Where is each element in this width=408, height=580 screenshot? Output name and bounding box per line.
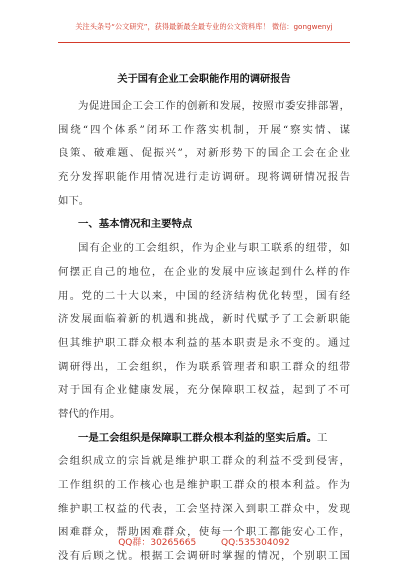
paragraph-line: 济发展面临着新的机遇和挑战，新时代赋予了工会新职能: [58, 313, 350, 326]
qq-group-number: QQ群：30265665: [118, 538, 197, 548]
paragraph-line: 替代的作用。: [58, 407, 121, 420]
paragraph-line: 如下。: [58, 194, 90, 207]
paragraph-line: 工作组织的工作核心也是维护职工群众的根本利益。作为: [58, 479, 350, 491]
paragraph-line: 国有企业的工会组织，作为企业与职工联系的纽带，如: [78, 242, 350, 255]
section-heading: 一、基本情况和主要特点: [78, 218, 193, 231]
contact-footer: [0, 535, 408, 548]
document-title: 关于国有企业工会职能作用的调研报告: [117, 73, 291, 85]
paragraph-line: 会组织成立的宗旨就是维护职工群众的利益不受到侵害，: [58, 455, 350, 468]
paragraph-line: 但其维护职工群众根本利益的基本职责是永不变的。通过: [58, 336, 350, 349]
point-lead-line: [58, 427, 350, 451]
point-lead: 一是工会组织是保障职工群众根本利益的坚实后盾。: [78, 431, 317, 444]
paragraph-line: 良策、破难题、促振兴”，对新形势下的国企工会在企业: [58, 147, 350, 160]
promo-banner: 关注头条号“公文研究”，获得最新最全最专业的公文资料库！ 微信：gongwenyj: [75, 22, 333, 31]
paragraph-line: 何摆正自己的地位，在企业的发展中应该起到什么样的作: [58, 265, 350, 278]
paragraph-line: 没有后顾之忧。根据工会调研时掌握的情况，个别职工国: [58, 550, 350, 563]
banner-divider: [58, 42, 350, 43]
paragraph-line: 充分发挥职能作用情况进行走访调研。现将调研情况报告: [58, 171, 350, 184]
paragraph-line: 对于国有企业健康发展，充分保障职工权益，起到了不可: [58, 384, 350, 397]
paragraph-line: 调研得出，工会组织，作为联系管理者和职工群众的纽带: [58, 360, 350, 373]
qq-contact-number: QQ:535304092: [221, 538, 290, 548]
paragraph-line: 围绕“四个体系”闭环工作落实机制，开展“察实情、谋: [58, 123, 350, 136]
paragraph-line: 维护职工权益的代表，工会坚持深入到职工群众中，发现: [58, 502, 350, 515]
paragraph-line: 困难群众，帮助困难群众，使每一个职工都能安心工作，: [58, 526, 350, 539]
point-lead-tail: 工: [316, 431, 328, 444]
paragraph-line: 用。党的二十大以来，中国的经济结构优化转型，国有经: [58, 289, 350, 302]
document-body: [58, 95, 350, 569]
paragraph-line: 为促进国企工会工作的创新和发展，按照市委安排部署，: [78, 100, 350, 112]
